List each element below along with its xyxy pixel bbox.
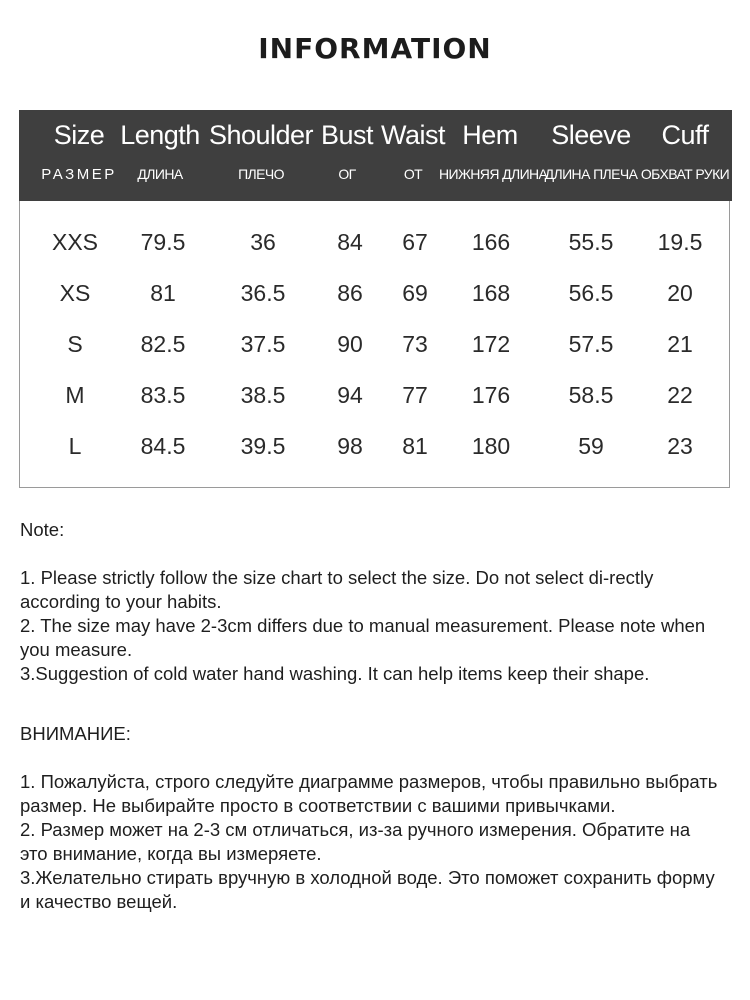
table-cell: 73	[402, 331, 428, 357]
column-header-cuff	[639, 110, 731, 201]
table-cell: 77	[402, 382, 428, 408]
notes-heading-ru: ВНИМАНИЕ:	[20, 723, 131, 744]
size-chart-body	[20, 217, 731, 472]
table-cell: 90	[337, 331, 363, 357]
note-item-en: 3.Suggestion of cold water hand washing. It can help items keep their shape.	[20, 663, 650, 684]
table-row	[20, 421, 731, 472]
column-header-sublabel: ДЛИНА	[137, 166, 183, 182]
page-title: INFORMATION	[258, 32, 492, 65]
table-cell: 39.5	[240, 433, 286, 459]
notes-section	[20, 518, 720, 914]
table-cell: 79.5	[140, 229, 186, 255]
table-cell: M	[65, 382, 85, 408]
table-cell: 36	[250, 229, 276, 255]
table-cell: 55.5	[568, 229, 614, 255]
column-header-label: Bust	[320, 120, 374, 150]
column-header-label: Shoulder	[208, 120, 314, 150]
notes-heading-en: Note:	[20, 519, 65, 540]
table-cell: 37.5	[240, 331, 286, 357]
table-cell: 21	[667, 331, 693, 357]
column-header-length	[115, 110, 205, 201]
column-header-sublabel: ОТ	[403, 166, 423, 182]
table-cell: 176	[471, 382, 511, 408]
table-cell: L	[68, 433, 82, 459]
table-cell: 86	[337, 280, 363, 306]
table-cell: 36.5	[240, 280, 286, 306]
table-cell: XXS	[51, 229, 99, 255]
table-cell: 98	[337, 433, 363, 459]
table-cell: 94	[337, 382, 363, 408]
table-cell: 168	[471, 280, 511, 306]
column-header-sublabel: ПЛЕЧО	[238, 166, 284, 182]
table-cell: 22	[667, 382, 693, 408]
table-cell: 81	[150, 280, 176, 306]
table-cell: 19.5	[657, 229, 703, 255]
table-cell: 59	[578, 433, 604, 459]
table-cell: 23	[667, 433, 693, 459]
table-cell: 58.5	[568, 382, 614, 408]
table-cell: 81	[402, 433, 428, 459]
column-header-hem	[439, 110, 548, 201]
column-header-label: Hem	[462, 120, 518, 150]
size-chart-table	[19, 110, 730, 488]
note-item-ru: 1. Пожалуйста, строго следуйте диаграмме размеров, чтобы правильно выбрать размер. Не выбирайте просто в соответствии с вашими привычками.	[20, 771, 718, 816]
table-cell: 20	[667, 280, 693, 306]
column-header-sublabel: ОБХВАТ РУКИ	[640, 166, 730, 182]
note-item-ru: 2. Размер может на 2-3 см отличаться, из-за ручного измерения. Обратите на это внимание, когда вы измеряете.	[20, 819, 691, 864]
table-cell: 166	[471, 229, 511, 255]
note-item-en: 2. The size may have 2-3cm differs due to manual measurement. Please note when you measure.	[20, 615, 706, 660]
column-header-label: Sleeve	[551, 120, 631, 150]
column-header-label: Waist	[381, 120, 445, 150]
table-row	[20, 217, 731, 268]
table-row	[20, 319, 731, 370]
note-item-ru: 3.Желательно стирать вручную в холодной воде. Это поможет сохранить форму и качество вещей.	[20, 867, 715, 912]
table-cell: 84.5	[140, 433, 186, 459]
table-cell: XS	[59, 280, 91, 306]
table-cell: 172	[471, 331, 511, 357]
column-header-bust	[317, 110, 377, 201]
size-chart-header	[19, 110, 732, 201]
column-header-label: Size	[53, 120, 105, 150]
table-row	[20, 268, 731, 319]
table-cell: 57.5	[568, 331, 614, 357]
note-item-en: 1. Please strictly follow the size chart to select the size. Do not select di-rectly according to your habits.	[20, 567, 654, 612]
column-header-sublabel: ОГ	[338, 166, 356, 182]
column-header-sublabel: РАЗМЕР	[41, 166, 117, 183]
column-header-label: Cuff	[661, 120, 709, 150]
column-header-sleeve	[541, 110, 641, 201]
table-cell: 38.5	[240, 382, 286, 408]
table-cell: S	[67, 331, 83, 357]
column-header-shoulder	[205, 110, 317, 201]
table-row	[20, 370, 731, 421]
column-header-label: Length	[120, 120, 200, 150]
column-header-sublabel: ДЛИНА ПЛЕЧА	[544, 166, 638, 182]
table-cell: 56.5	[568, 280, 614, 306]
table-cell: 84	[337, 229, 363, 255]
column-header-sublabel: НИЖНЯЯ ДЛИНА	[439, 166, 548, 182]
table-cell: 83.5	[140, 382, 186, 408]
table-cell: 180	[471, 433, 511, 459]
table-cell: 69	[402, 280, 428, 306]
table-cell: 82.5	[140, 331, 186, 357]
table-cell: 67	[402, 229, 428, 255]
